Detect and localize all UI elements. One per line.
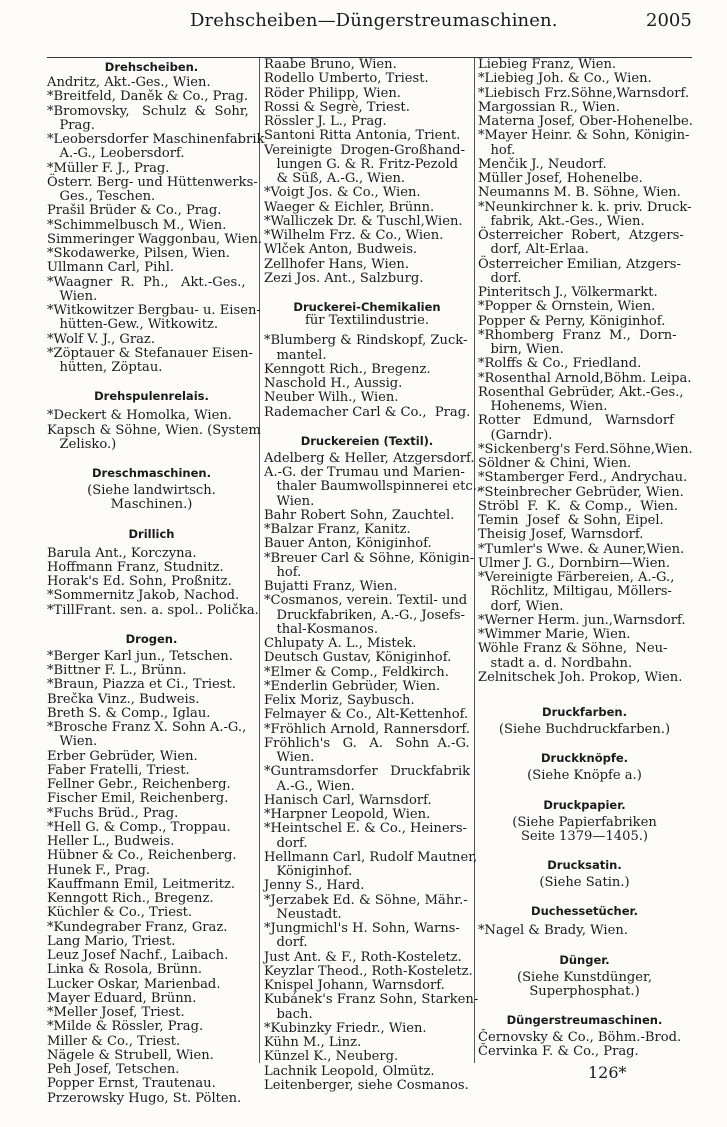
directory-entry: Wien.: [264, 493, 315, 509]
directory-entry: hof.: [264, 564, 302, 580]
directory-entry: Neustadt.: [264, 906, 342, 922]
directory-entry: *Walliczek Dr. & Tuschl,Wien.: [264, 213, 463, 229]
directory-entry: Knispel Johann, Warnsdorf.: [264, 978, 445, 993]
directory-entry: *Milde & Rössler, Prag.: [47, 1019, 204, 1035]
cross-reference: (Siehe Kunstdünger,: [516, 969, 653, 985]
directory-entry: Heller L., Budweis.: [47, 834, 175, 849]
directory-entry: Mayer Eduard, Brünn.: [47, 990, 197, 1006]
directory-entry: *Skodawerke, Pilsen, Wien.: [47, 246, 230, 261]
directory-entry: Barula Ant., Korczyna.: [47, 545, 197, 561]
directory-entry: *Mayer Heinr. & Sohn, Königin-: [478, 128, 690, 144]
cross-reference: (Siehe Papierfabriken: [512, 814, 657, 830]
directory-entry: *Fuchs Brüd., Prag.: [47, 805, 179, 821]
section-title: Düngerstreumaschinen.: [506, 1013, 663, 1027]
directory-entry: Ulmer J. G., Dornbirn—Wien.: [478, 555, 671, 571]
directory-entry: *Liebieg Joh. & Co., Wien.: [478, 71, 652, 87]
directory-entry: (Garndr).: [478, 427, 553, 443]
directory-entry: Chlupaty A. L., Mistek.: [264, 636, 417, 651]
entry-list: [264, 450, 482, 1093]
directory-entry: thal-Kosmanos.: [264, 621, 379, 637]
section-title: Druckerei-Chemikalien: [293, 300, 441, 314]
directory-entry: Naschold H., Aussig.: [264, 376, 403, 391]
directory-entry: thaler Baumwollspinnerei etc.,: [264, 479, 482, 495]
directory-entry: Breth S. & Comp., Iglau.: [47, 705, 211, 721]
directory-entry: Zellhofer Hans, Wien.: [264, 256, 410, 272]
directory-entry: *Neunkirchner k. k. priv. Druck-: [478, 199, 692, 215]
section-title: Druckpapier.: [543, 797, 626, 812]
directory-entry: Rossi & Segrè, Triest.: [264, 99, 410, 115]
directory-entry: Hohenems, Wien.: [478, 399, 608, 414]
section-title: Druckereien (Textil).: [300, 433, 434, 448]
directory-entry: A.-G. der Trumau und Marien-: [264, 465, 465, 480]
directory-entry: *Bittner F. L., Brünn.: [47, 663, 187, 678]
directory-entry: Just Ant. & F., Roth-Kosteletz.: [264, 949, 462, 965]
directory-entry: Peh Josef, Tetschen.: [47, 1062, 180, 1077]
directory-entry: Červinka F. & Co., Prag.: [478, 1044, 639, 1060]
directory-entry: Lang Mario, Triest.: [47, 933, 176, 949]
directory-entry: Deutsch Gustav, Königinhof.: [264, 650, 452, 666]
directory-entry: *Wimmer Marie, Wien.: [478, 627, 631, 642]
directory-entry: Liebieg Franz, Wien.: [478, 57, 617, 72]
directory-entry: dorf, Alt-Erlaa.: [478, 242, 589, 258]
directory-entry: Wlček Anton, Budweis.: [264, 242, 418, 258]
directory-entry: *Nagel & Brady, Wien.: [478, 923, 628, 939]
column-1: [47, 58, 265, 1106]
directory-entry: Rotter Edmund, Warnsdorf: [478, 413, 674, 429]
entry-list: [264, 58, 470, 286]
cross-reference: Seite 1379—1405.): [520, 828, 649, 844]
directory-entry: Faber Fratelli, Triest.: [47, 762, 190, 778]
sheet-signature: 126*: [588, 1063, 627, 1082]
directory-entry: *Rhomberg Franz M., Dorn-: [478, 327, 677, 343]
directory-entry: Hanisch Carl, Warnsdorf.: [264, 792, 432, 808]
directory-entry: Simmeringer Waggonbau, Wien.: [47, 231, 263, 247]
directory-entry: Fröhlich's G. A. Sohn A.-G.: [264, 735, 470, 751]
directory-entry: Lucker Oskar, Marienbad.: [47, 976, 221, 992]
directory-entry: Vereinigte Drogen-Großhand-: [264, 142, 465, 158]
directory-entry: Söldner & Chini, Wien.: [478, 456, 632, 471]
directory-entry: Popper & Perny, Königinhof.: [478, 313, 666, 329]
directory-entry: *Steinbrecher Gebrüder, Wien.: [478, 484, 684, 500]
entry-list: [47, 75, 265, 375]
section-title: Duchessetücher.: [531, 904, 638, 919]
directory-entry: Fischer Emil, Reichenberg.: [47, 791, 229, 807]
entry-list: [47, 650, 256, 1106]
directory-entry: *Enderlin Gebrüder, Wien.: [264, 678, 441, 694]
directory-entry: Pinteritsch J., Völkermarkt.: [478, 285, 658, 300]
directory-entry: bach.: [264, 1006, 313, 1022]
directory-entry: Wöhle Franz & Söhne, Neu-: [478, 641, 668, 657]
directory-entry: Prašil Brüder & Co., Prag.: [47, 203, 222, 219]
directory-entry: Kapsch & Söhne, Wien. (System: [47, 422, 261, 438]
directory-entry: *Zöptauer & Stefanauer Eisen-: [47, 345, 253, 361]
directory-entry: A.-G., Leobersdorf.: [47, 146, 185, 162]
directory-entry: Zelisko.): [47, 436, 117, 452]
page-header: [0, 4, 727, 34]
directory-entry: *Werner Herm. jun.,Warnsdorf.: [478, 612, 686, 628]
page-title: Drehscheiben—Düngerstreumaschinen.: [190, 10, 558, 31]
directory-entry: Jenny S., Hard.: [264, 878, 365, 894]
directory-entry: *Blumberg & Rindskopf, Zuck-: [264, 333, 468, 349]
section-title: Druckfarben.: [542, 705, 627, 719]
directory-entry: dorf.: [264, 835, 308, 851]
directory-entry: Rademacher Carl & Co., Prag.: [264, 404, 471, 420]
section-title: Drillich: [128, 526, 175, 541]
section-title: Drehspulenrelais.: [94, 389, 209, 404]
directory-entry: lungen G. & R. Fritz-Pezold: [264, 156, 459, 172]
directory-entry: *Kundegraber Franz, Graz.: [47, 919, 228, 935]
section-subtitle: für Textilindustrie.: [305, 313, 429, 328]
directory-entry: *Vereinigte Färbereien, A.-G.,: [478, 570, 675, 585]
directory-entry: Hoffmann Franz, Studnitz.: [47, 559, 224, 575]
cross-reference: Superphosphat.): [529, 983, 640, 999]
entry-list: [47, 408, 261, 452]
directory-entry: & Süß, A.-G., Wien.: [264, 171, 406, 186]
directory-entry: Neuber Wilh., Wien.: [264, 390, 399, 406]
directory-entry: *Jerzabek Ed. & Söhne, Mähr.-: [264, 892, 468, 908]
directory-entry: *Stamberger Ferd., Andrychau.: [478, 470, 688, 486]
directory-entry: Müller Josef, Hohenelbe.: [478, 171, 643, 186]
directory-entry: Rosenthal Gebrüder, Akt.-Ges.,: [478, 384, 684, 400]
directory-entry: Przerowsky Hugo, St. Pölten.: [47, 1090, 242, 1106]
directory-entry: Ullmann Carl, Pihl.: [47, 260, 175, 276]
directory-entry: *Rosenthal Arnold,Böhm. Leipa.: [478, 370, 692, 386]
directory-entry: Wien.: [47, 734, 98, 750]
directory-entry: Raabe Bruno, Wien.: [264, 57, 397, 72]
directory-entry: Bujatti Franz, Wien.: [264, 579, 398, 594]
directory-entry: Röchlitz, Miltigau, Möllers-: [478, 584, 672, 600]
directory-entry: *Harpner Leopold, Wien.: [264, 807, 431, 822]
directory-entry: Kauffmann Emil, Leitmeritz.: [47, 876, 236, 892]
directory-entry: dorf.: [478, 270, 522, 286]
directory-entry: Felmayer & Co., Alt-Kettenhof.: [264, 707, 469, 723]
directory-entry: Popper Ernst, Trautenau.: [47, 1076, 216, 1092]
directory-entry: *Wilhelm Frz. & Co., Wien.: [264, 228, 444, 243]
directory-entry: hütten-Gew., Witkowitz.: [47, 317, 219, 333]
directory-entry: *Witkowitzer Bergbau- u. Eisen-: [47, 303, 261, 318]
directory-entry: *Balzar Franz, Kanitz.: [264, 522, 411, 537]
directory-entry: *Fröhlich Arnold, Rannersdorf.: [264, 721, 471, 737]
directory-entry: dorf.: [264, 935, 308, 951]
directory-entry: Temin Josef & Sohn, Eipel.: [478, 513, 664, 528]
directory-entry: Zezi Jos. Ant., Salzburg.: [264, 270, 424, 286]
directory-entry: dorf, Wien.: [478, 598, 564, 614]
directory-entry: Druckfabriken, A.-G., Josefs-: [264, 607, 465, 623]
entry-list: [478, 58, 691, 685]
directory-entry: *Sommernitz Jakob, Nachod.: [47, 588, 240, 604]
directory-entry: Bahr Robert Sohn, Zauchtel.: [264, 507, 455, 523]
directory-entry: Menčik J., Neudorf.: [478, 156, 607, 172]
directory-entry: *Braun, Piazza et Ci., Triest.: [47, 677, 236, 693]
directory-entry: *Leobersdorfer Maschinenfabrik: [47, 132, 265, 147]
directory-entry: *Rolffs & Co., Friedland.: [478, 356, 642, 372]
section-title: Drehscheiben.: [104, 60, 199, 74]
page-number: 2005: [646, 10, 692, 31]
directory-entry: *Sickenberg's Ferd.Söhne,Wien.: [478, 441, 693, 457]
directory-entry: *Schimmelbusch M., Wien.: [47, 217, 227, 233]
directory-entry: *Popper & Ornstein, Wien.: [478, 299, 656, 315]
cross-reference: (Siehe Buchdruckfarben.): [498, 722, 671, 737]
directory-entry: *Müller F. J., Prag.: [47, 160, 170, 176]
directory-entry: *Cosmanos, verein. Textil- und: [264, 593, 468, 609]
directory-entry: *Waagner R. Ph., Akt.-Ges.,: [47, 274, 246, 290]
directory-entry: Hellmann Carl, Rudolf Mautner,: [264, 849, 478, 865]
directory-entry: Wien.: [264, 750, 315, 765]
directory-entry: Leuz Josef Nachf., Laibach.: [47, 948, 229, 963]
directory-entry: Röder Philipp, Wien.: [264, 85, 401, 101]
cross-reference: (Siehe Satin.): [539, 875, 630, 890]
directory-entry: *Jungmichl's H. Sohn, Warns-: [264, 921, 460, 936]
directory-entry: Ströbl F. K. & Comp., Wien.: [478, 498, 678, 514]
directory-entry: Hunek F., Prag.: [47, 862, 151, 878]
directory-entry: Kenngott Rich., Bregenz.: [264, 361, 431, 377]
column-divider: [259, 58, 260, 1063]
directory-entry: hütten, Zöptau.: [47, 360, 163, 375]
entry-list: [264, 334, 470, 420]
entry-list: [478, 1031, 691, 1060]
section-title: Dünger.: [559, 952, 610, 967]
directory-entry: *Deckert & Homolka, Wien.: [47, 408, 232, 424]
directory-entry: Zelnitschek Joh. Prokop, Wien.: [478, 669, 683, 685]
directory-entry: Hübner & Co., Reichenberg.: [47, 848, 237, 864]
directory-entry: *Voigt Jos. & Co., Wien.: [264, 185, 421, 201]
directory-entry: Österreicher Robert, Atzgers-: [478, 228, 684, 243]
directory-entry: Küchler & Co., Triest.: [47, 905, 193, 921]
directory-entry: Santoni Ritta Antonia, Trient.: [264, 128, 461, 144]
directory-entry: Lachnik Leopold, Olmütz.: [264, 1063, 435, 1079]
directory-entry: Rössler J. L., Prag.: [264, 114, 387, 129]
directory-entry: *TillFrant. sen. a. spol.. Polička.: [47, 602, 259, 618]
directory-entry: Adelberg & Heller, Atzgersdorf.: [264, 450, 475, 466]
directory-entry: Königinhof.: [264, 864, 353, 879]
directory-entry: Kenngott Rich., Bregenz.: [47, 891, 214, 906]
directory-entry: *Berger Karl jun., Tetschen.: [47, 648, 233, 664]
directory-entry: Fellner Gebr., Reichenberg.: [47, 777, 231, 792]
directory-entry: mantel.: [264, 347, 327, 363]
directory-entry: *Liebisch Frz.Söhne,Warnsdorf.: [478, 85, 690, 101]
directory-entry: *Bromovsky, Schulz & Sohr,: [47, 103, 249, 119]
directory-entry: *Heintschel E. & Co., Heiners-: [264, 821, 467, 837]
directory-entry: *Tumler's Wwe. & Auner,Wien.: [478, 541, 685, 557]
directory-entry: birn, Wien.: [478, 342, 564, 357]
directory-entry: Margossian R., Wien.: [478, 99, 620, 115]
directory-entry: Künzel K., Neuberg.: [264, 1049, 399, 1065]
directory-entry: Kubánek's Franz Sohn, Starken-: [264, 992, 479, 1008]
directory-entry: fabrik, Akt.-Ges., Wien.: [478, 213, 645, 229]
directory-entry: *Brosche Franz X. Sohn A.-G.,: [47, 720, 247, 735]
section-title: Drogen.: [125, 631, 178, 646]
cross-reference: (Siehe Knöpfe a.): [527, 768, 642, 784]
directory-entry: Rodello Umberto, Triest.: [264, 71, 429, 87]
section-title: Dreschmaschinen.: [92, 466, 211, 480]
directory-entry: Černovsky & Co., Böhm.-Brod.: [478, 1030, 682, 1045]
directory-entry: A.-G., Wien.: [264, 778, 355, 794]
directory-entry: Andritz, Akt.-Ges., Wien.: [47, 75, 211, 90]
directory-entry: Prag.: [47, 117, 95, 133]
section-title: Druckknöpfe.: [540, 751, 628, 766]
directory-entry: Österreicher Emilian, Atzgers-: [478, 256, 681, 272]
directory-entry: Theisig Josef, Warnsdorf.: [478, 527, 644, 543]
directory-entry: *Hell G. & Comp., Troppau.: [47, 819, 231, 835]
directory-entry: Linka & Rosola, Brünn.: [47, 962, 203, 978]
directory-entry: Felix Moriz, Saybusch.: [264, 693, 415, 708]
directory-entry: Neumanns M. B. Söhne, Wien.: [478, 185, 681, 201]
directory-entry: *Breuer Carl & Söhne, Königin-: [264, 550, 475, 566]
directory-entry: *Elmer & Comp., Feldkirch.: [264, 664, 449, 680]
directory-entry: Kühn M., Linz.: [264, 1035, 362, 1050]
section-title: Drucksatin.: [547, 858, 622, 872]
directory-entry: Keyzlar Theod., Roth-Kosteletz.: [264, 963, 473, 979]
directory-entry: hof.: [478, 142, 516, 158]
directory-entry: *Breitfeld, Daněk & Co., Prag.: [47, 89, 249, 105]
entry-list: [478, 924, 691, 938]
cross-reference: (Siehe landwirtsch. Maschinen.): [87, 483, 216, 513]
directory-entry: Nägele & Strubell, Wien.: [47, 1047, 214, 1063]
entry-list: [47, 545, 259, 618]
directory-entry: *Kubinzky Friedr., Wien.: [264, 1020, 427, 1036]
directory-entry: Österr. Berg- und Hüttenwerks-: [47, 174, 258, 190]
directory-entry: Horak's Ed. Sohn, Proßnitz.: [47, 574, 232, 589]
directory-entry: *Guntramsdorfer Druckfabrik: [264, 764, 471, 780]
column-divider: [474, 58, 475, 1063]
directory-entry: Erber Gebrüder, Wien.: [47, 748, 198, 764]
directory-entry: *Wolf V. J., Graz.: [47, 331, 155, 347]
directory-entry: Ges., Teschen.: [47, 189, 156, 204]
column-2: [264, 57, 482, 1093]
directory-entry: Wien.: [47, 288, 98, 304]
directory-entry: Materna Josef, Ober-Hohenelbe.: [478, 114, 693, 129]
directory-entry: Waeger & Eichler, Brünn.: [264, 199, 435, 215]
directory-entry: Bauer Anton, Königinhof.: [264, 536, 432, 552]
directory-entry: Miller & Co., Triest.: [47, 1033, 181, 1049]
directory-entry: *Meller Josef, Triest.: [47, 1005, 185, 1020]
column-3: [478, 58, 691, 1063]
directory-entry: stadt a. d. Nordbahn.: [478, 655, 633, 671]
directory-entry: Brečka Vinz., Budweis.: [47, 691, 200, 707]
directory-entry: Leitenberger, siehe Cosmanos.: [264, 1077, 469, 1093]
